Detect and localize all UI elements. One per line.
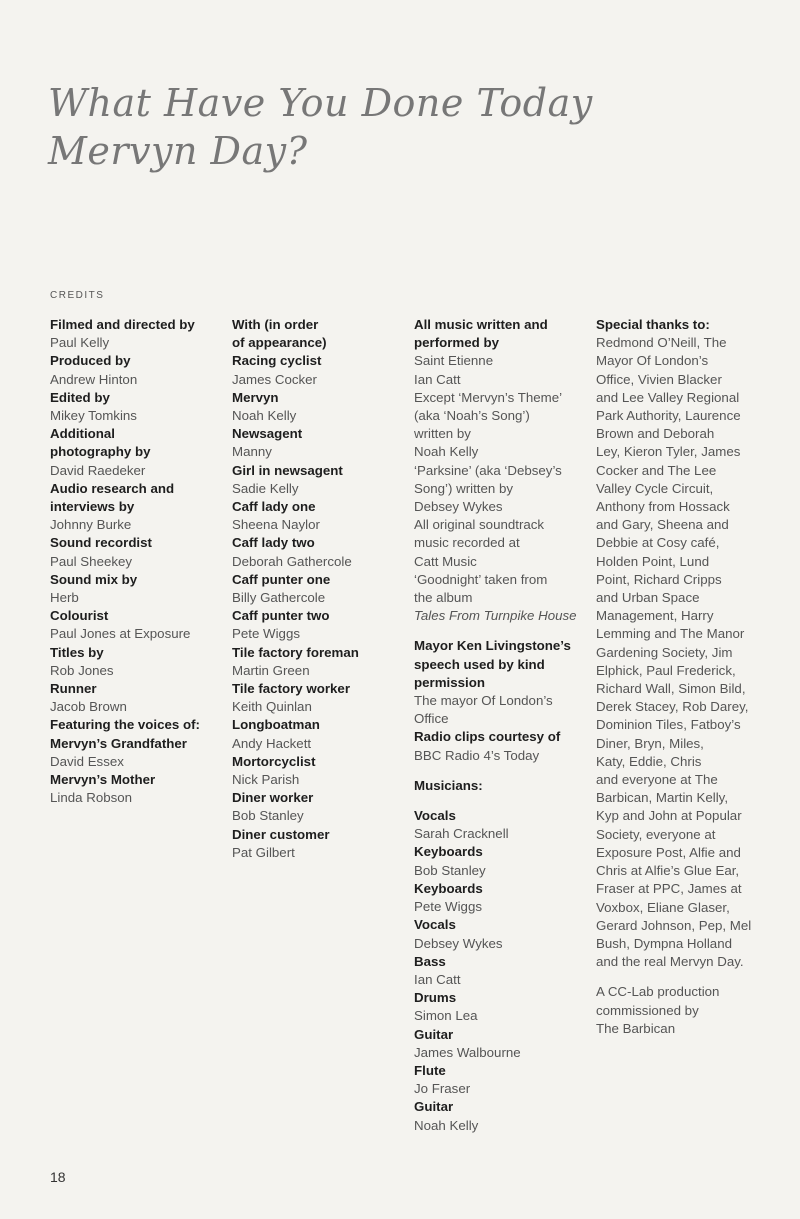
credit-name: Point, Richard Cripps: [596, 571, 722, 587]
credit-name: Noah Kelly: [414, 444, 479, 460]
credit-role: Mortorcyclist: [232, 753, 316, 769]
title-line-2: Mervyn Day?: [48, 129, 308, 174]
credit-role: Keyboards: [414, 844, 483, 860]
credit-name: Richard Wall, Simon Bild,: [596, 681, 746, 697]
credit-role: Caff lady two: [232, 535, 315, 551]
credit-role: Tile factory foreman: [232, 644, 359, 660]
credit-role: Girl in newsagent: [232, 462, 343, 478]
credit-name: The Barbican: [596, 1020, 676, 1036]
credit-name: Pat Gilbert: [232, 844, 295, 860]
credit-role: speech used by kind: [414, 656, 545, 672]
credit-role: Caff punter two: [232, 608, 330, 624]
credit-name: Jo Fraser: [414, 1081, 471, 1097]
credit-name: and the real Mervyn Day.: [596, 954, 744, 970]
credit-role: Newsagent: [232, 426, 303, 442]
credit-role: Filmed and directed by: [50, 317, 195, 332]
credit-name: commissioned by: [596, 1002, 699, 1018]
credit-name: Bob Stanley: [414, 862, 486, 878]
credit-name: Bob Stanley: [232, 808, 304, 824]
credit-role: Mervyn’s Mother: [50, 772, 156, 788]
credit-name: Sarah Cracknell: [414, 826, 509, 842]
credit-name: Voxbox, Eliane Glaser,: [596, 899, 730, 915]
spacer: [414, 765, 586, 777]
credit-name: Debbie at Cosy café,: [596, 535, 720, 551]
credit-name: Jacob Brown: [50, 699, 127, 715]
credit-name: Keith Quinlan: [232, 699, 312, 715]
credit-name: and Lee Valley Regional: [596, 389, 740, 405]
credit-role: Racing cyclist: [232, 353, 322, 369]
credit-name: Lemming and The Manor: [596, 626, 745, 642]
credit-role: Titles by: [50, 644, 104, 660]
credit-name: Kyp and John at Popular: [596, 808, 742, 824]
credit-name: Herb: [50, 590, 79, 606]
credit-role: With (in order: [232, 317, 319, 332]
credit-role: Caff punter one: [232, 571, 331, 587]
credit-name: written by: [414, 426, 471, 442]
credit-role: Runner: [50, 681, 97, 697]
credit-name: Elphick, Paul Frederick,: [596, 662, 736, 678]
credit-role: Audio research and: [50, 480, 175, 496]
credit-role: Vocals: [414, 917, 456, 933]
credit-name: Billy Gathercole: [232, 590, 326, 606]
credit-name: Valley Cycle Circuit,: [596, 480, 714, 496]
page-title: [48, 79, 593, 175]
credit-name: James Walbourne: [414, 1044, 521, 1060]
credit-name: Except ‘Mervyn’s Theme’: [414, 389, 563, 405]
credit-name: Paul Jones at Exposure: [50, 626, 191, 642]
credit-role: photography by: [50, 444, 151, 460]
credit-role: Mayor Ken Livingstone’s: [414, 638, 571, 654]
credit-name: Deborah Gathercole: [232, 553, 352, 569]
credits-column-thanks: [596, 316, 762, 1038]
credit-role: Keyboards: [414, 880, 483, 896]
credit-name: Park Authority, Laurence: [596, 408, 741, 424]
credit-role: Drums: [414, 990, 457, 1006]
credit-role: Guitar: [414, 1026, 454, 1042]
credit-name: Simon Lea: [414, 1008, 478, 1024]
credit-name: Chris at Alfie’s Glue Ear,: [596, 863, 740, 879]
credit-name: (aka ‘Noah’s Song’): [414, 408, 530, 424]
credit-name: Holden Point, Lund: [596, 553, 710, 569]
credit-name: and Urban Space: [596, 590, 700, 606]
spacer: [596, 971, 762, 983]
credit-name: Derek Stacey, Rob Darey,: [596, 699, 749, 715]
credit-name: Mikey Tomkins: [50, 408, 137, 424]
credit-role: Special thanks to:: [596, 317, 710, 332]
credit-name: the album: [414, 590, 473, 606]
credit-name: Martin Green: [232, 662, 310, 678]
credit-name: David Raedeker: [50, 462, 146, 478]
credit-name: Pete Wiggs: [232, 626, 300, 642]
spacer: [414, 625, 586, 637]
credit-name: Debsey Wykes: [414, 499, 503, 515]
credit-name: Catt Music: [414, 553, 477, 569]
credit-name: Ian Catt: [414, 371, 461, 387]
credit-name: and Gary, Sheena and: [596, 517, 729, 533]
credit-role: Featuring the voices of:: [50, 717, 200, 733]
credit-name: Gerard Johnson, Pep, Mel: [596, 917, 752, 933]
credit-role: Vocals: [414, 808, 456, 824]
credit-name: music recorded at: [414, 535, 520, 551]
credit-name: James Cocker: [232, 371, 317, 387]
credit-role: Mervyn’s Grandfather: [50, 735, 187, 751]
credit-name: Sadie Kelly: [232, 480, 299, 496]
credit-name: Johnny Burke: [50, 517, 132, 533]
credit-role: Sound recordist: [50, 535, 152, 551]
credit-name: Andy Hackett: [232, 735, 312, 751]
credit-role: Flute: [414, 1062, 446, 1078]
credit-name: Cocker and The Lee: [596, 462, 717, 478]
credit-name: Diner, Bryn, Miles,: [596, 735, 704, 751]
credit-name: Paul Sheekey: [50, 553, 133, 569]
credit-role: Longboatman: [232, 717, 320, 733]
credit-name: Rob Jones: [50, 662, 114, 678]
credit-name: Paul Kelly: [50, 335, 110, 351]
credit-role: Produced by: [50, 353, 131, 369]
credit-name: Fraser at PPC, James at: [596, 881, 742, 897]
credit-name: Office: [414, 711, 449, 727]
page-number: 18: [50, 1169, 66, 1185]
credit-name: Gardening Society, Jim: [596, 644, 733, 660]
credit-role: Mervyn: [232, 389, 279, 405]
credit-role: Tile factory worker: [232, 681, 350, 697]
credit-role: Diner worker: [232, 790, 314, 806]
credit-role: Bass: [414, 953, 446, 969]
credit-name: Song’) written by: [414, 480, 514, 496]
credit-name: Katy, Eddie, Chris: [596, 753, 702, 769]
credit-name: Exposure Post, Alfie and: [596, 844, 741, 860]
credit-role: of appearance): [232, 335, 327, 351]
credit-name: Debsey Wykes: [414, 935, 503, 951]
credit-name: Brown and Deborah: [596, 426, 715, 442]
credit-name: The mayor Of London’s: [414, 693, 553, 709]
credit-name: ‘Goodnight’ taken from: [414, 571, 548, 587]
credit-role: Colourist: [50, 608, 109, 624]
credit-role: performed by: [414, 335, 499, 351]
credit-role: interviews by: [50, 499, 135, 515]
credit-name: BBC Radio 4’s Today: [414, 747, 540, 763]
credits-column-cast: [232, 316, 402, 862]
credit-role: Sound mix by: [50, 571, 138, 587]
credit-role: Additional: [50, 426, 115, 442]
credit-name: Anthony from Hossack: [596, 499, 730, 515]
credit-name: Barbican, Martin Kelly,: [596, 790, 729, 806]
credit-name: Andrew Hinton: [50, 371, 138, 387]
credit-role: Radio clips courtesy of: [414, 729, 561, 745]
credit-album-title: Tales From Turnpike House: [414, 608, 577, 624]
spacer: [414, 795, 586, 807]
credits-section-label: CREDITS: [50, 290, 105, 301]
credit-name: Ley, Kieron Tyler, James: [596, 444, 741, 460]
credit-name: Office, Vivien Blacker: [596, 371, 722, 387]
credit-name: Society, everyone at: [596, 826, 716, 842]
credit-name: Dominion Tiles, Fatboy’s: [596, 717, 741, 733]
credit-role: permission: [414, 674, 485, 690]
credit-name: Linda Robson: [50, 790, 133, 806]
credit-name: Manny: [232, 444, 272, 460]
credit-role: All music written and: [414, 317, 548, 332]
credit-role: Diner customer: [232, 826, 330, 842]
credit-name: Redmond O’Neill, The: [596, 335, 727, 351]
title-line-1: What Have You Done Today: [48, 81, 593, 126]
credit-role: Caff lady one: [232, 499, 316, 515]
credit-name: A CC-Lab production: [596, 984, 720, 1000]
credit-role: Guitar: [414, 1099, 454, 1115]
credit-name: David Essex: [50, 753, 124, 769]
credit-role: Musicians:: [414, 777, 483, 793]
credit-name: Noah Kelly: [414, 1117, 479, 1133]
credits-column-music: [414, 316, 586, 1135]
credits-column-crew: [50, 316, 220, 807]
credit-name: Pete Wiggs: [414, 899, 482, 915]
credit-name: Management, Harry: [596, 608, 714, 624]
credit-name: Noah Kelly: [232, 408, 297, 424]
credit-name: Saint Etienne: [414, 353, 494, 369]
credit-name: Mayor Of London’s: [596, 353, 709, 369]
credit-name: Bush, Dympna Holland: [596, 935, 732, 951]
credit-name: Sheena Naylor: [232, 517, 320, 533]
credit-role: Edited by: [50, 389, 110, 405]
credit-name: and everyone at The: [596, 772, 718, 788]
credit-name: ‘Parksine’ (aka ‘Debsey’s: [414, 462, 562, 478]
credit-name: All original soundtrack: [414, 517, 545, 533]
credit-name: Nick Parish: [232, 772, 300, 788]
credit-name: Ian Catt: [414, 971, 461, 987]
